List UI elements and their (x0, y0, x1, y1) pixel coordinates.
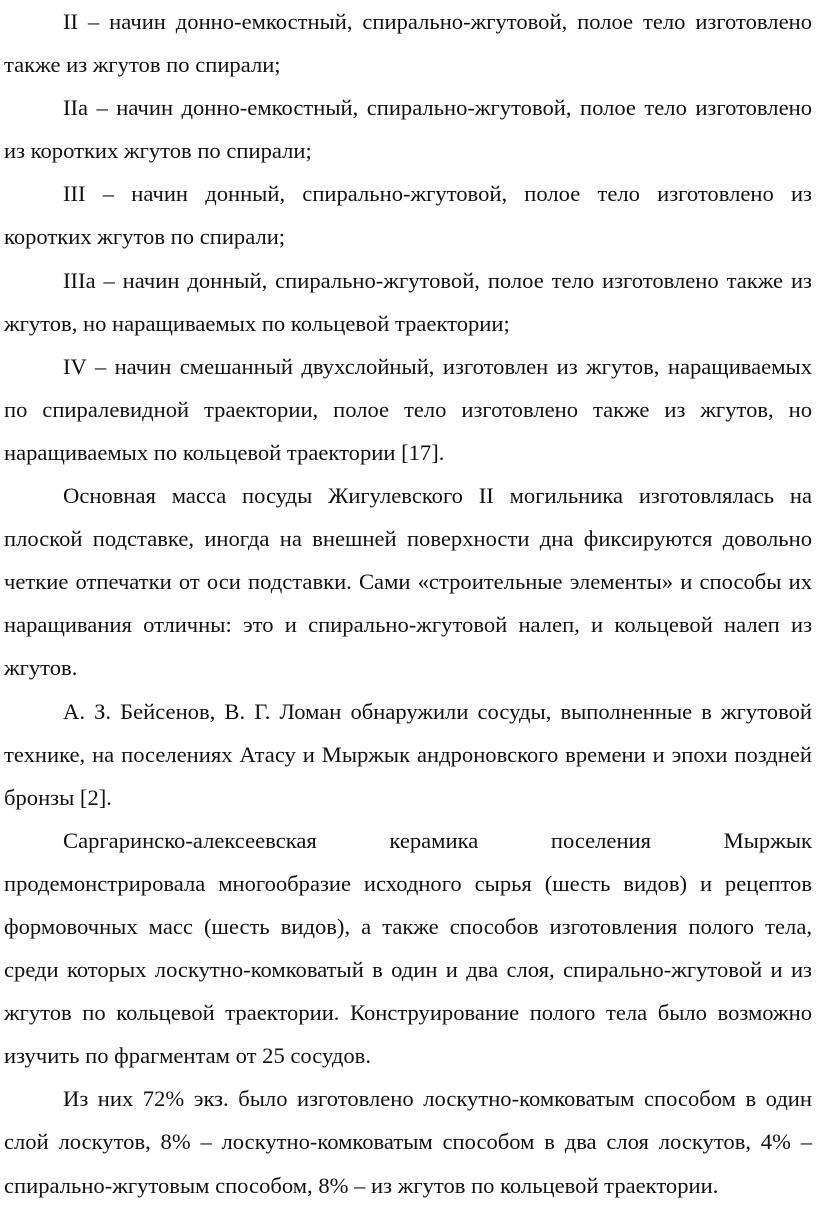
paragraph-myrzhyk-ceramics: Саргаринско-алексеевская керамика поселения Мыржык продемонстрировала многообразие исходного сырья (шесть видов) и рецептов формовочных масс (шесть видов), а также способов изготовления полого тела, среди которых лоскутно-комковатый в один и два слоя, спирально-жгутовой и из жгутов по кольцевой траектории. Конструирование полого тела было возможно изучить по фрагментам от 25 сосудов. (4, 827, 812, 1069)
paragraph-type-iiia: IIIа – начин донный, спирально-жгутовой, полое тело изготовлено также из жгутов, но наращиваемых по кольцевой траектории; (4, 267, 812, 336)
paragraph-percentages: Из них 72% экз. было изготовлено лоскутно-комковатым способом в один слой лоскутов, 8% – лоскутно-комковатым способом в два слоя лоскутов, 4% – спирально-жгутовым способом, 8% – из жгутов по кольцевой траектории. (4, 1086, 812, 1198)
paragraph-type-iia: IIа – начин донно-емкостный, спирально-жгутовой, полое тело изготовлено из коротких жгутов по спирали; (4, 95, 812, 164)
paragraph-type-iii: III – начин донный, спирально-жгутовой, полое тело изготовлено из коротких жгутов по спирали; (4, 181, 812, 250)
paragraph-beisenov-loman: А. З. Бейсенов, В. Г. Ломан обнаружили сосуды, выполненные в жгутовой технике, на поселениях Атасу и Мыржык андроновского времени и эпохи поздней бронзы [2]. (4, 698, 812, 810)
document-page (4, 0, 812, 1207)
paragraph-type-ii: II – начин донно-емкостный, спирально-жгутовой, полое тело изготовлено также из жгутов по спирали; (4, 9, 812, 78)
paragraph-type-iv: IV – начин смешанный двухслойный, изготовлен из жгутов, наращиваемых по спиралевидной траектории, полое тело изготовлено также из жгутов, но наращиваемых по кольцевой траектории [17]. (4, 353, 812, 465)
paragraph-zhigulevsky: Основная масса посуды Жигулевского II могильника изготовлялась на плоской подставке, иногда на внешней поверхности дна фиксируются довольно четкие отпечатки от оси подставки. Сами «строительные элементы» и способы их наращивания отличны: это и спирально-жгутовой налеп, и кольцевой налеп из жгутов. (4, 483, 812, 681)
